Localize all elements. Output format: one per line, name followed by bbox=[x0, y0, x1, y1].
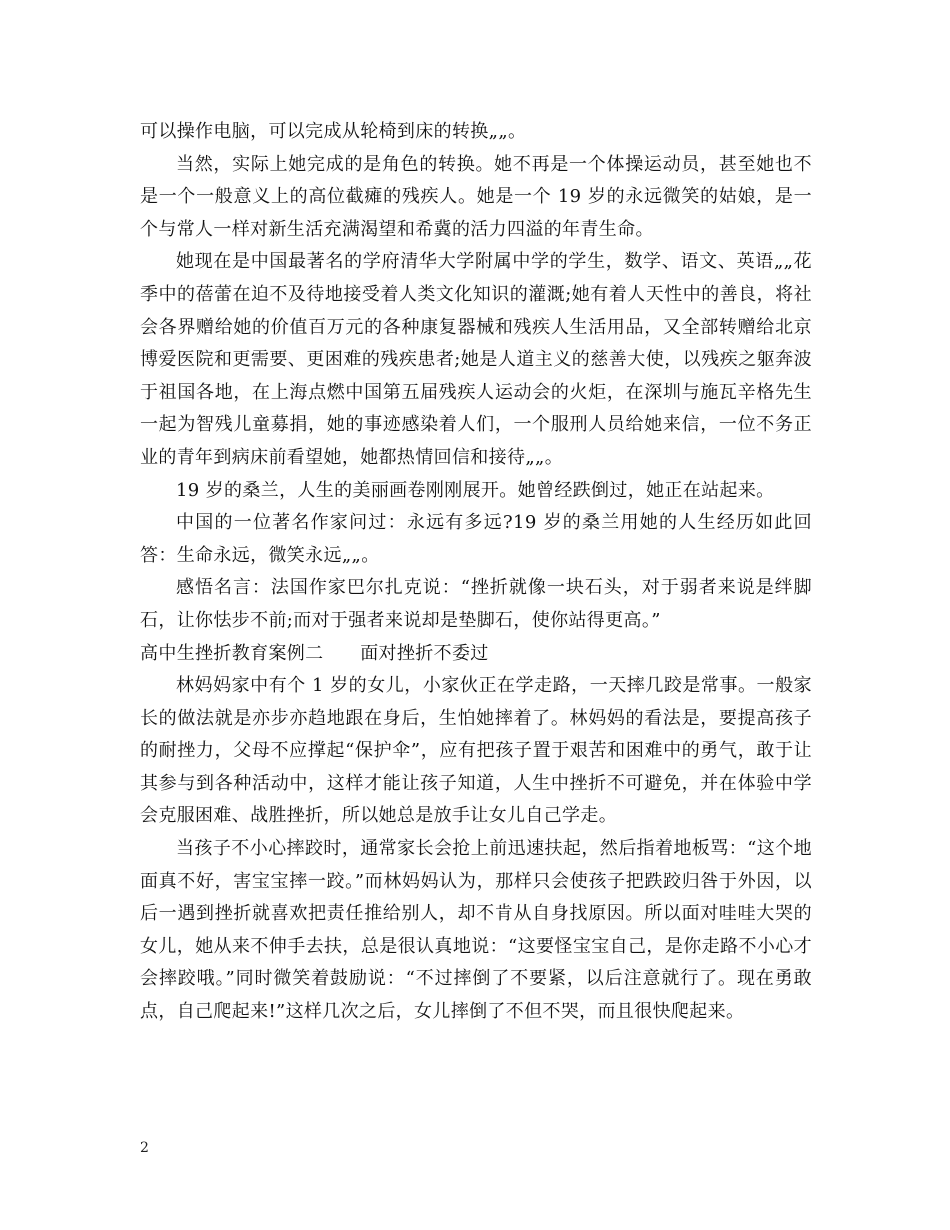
paragraph-case-detail: 当孩子不小心摔跤时，通常家长会抢上前迅速扶起，然后指着地板骂：“这个地面真不好，害宝宝摔一跤。”而林妈妈认为，那样只会使孩子把跌跤归咎于外因，以后一遇到挫折就喜欢把责任推给别人，却不肯从自身找原因。所以面对哇哇大哭的女儿，她从来不伸手去扶，总是很认真地说：“这要怪宝宝自己，是你走路不小心才会摔跤哦。”同时微笑着鼓励说：“不过摔倒了不要紧，以后注意就行了。现在勇敢点，自己爬起来!”这样几次之后，女儿摔倒了不但不哭，而且很快爬起来。 bbox=[140, 838, 812, 1023]
page-number: 2 bbox=[140, 1140, 149, 1156]
paragraph-current-life: 她现在是中国最著名的学府清华大学附属中学的学生，数学、语文、英语„„花季中的蓓蕾在迫不及待地接受着人类文化知识的灌溉;她有着人天性中的善良，将社会各界赠给她的价值百万元的各种康复器械和残疾人生活用品，又全部转赠给北京博爱医院和更需要、更困难的残疾患者;她是人道主义的慈善大使，以残疾之躯奔波于祖国各地，在上海点燃中国第五届残疾人运动会的火炬，在深圳与施瓦辛格先生一起为智残儿童募捐，她的事迹感染着人们，一个服刑人员给她来信，一位不务正业的青年到病床前看望她，她都热情回信和接待„„。 bbox=[140, 251, 812, 468]
paragraph-forever: 中国的一位著名作家问过：永远有多远?19 岁的桑兰用她的人生经历如此回答：生命永远，微笑永远„„。 bbox=[140, 512, 812, 566]
document-body bbox=[140, 116, 812, 1029]
paragraph-sanglan-19: 19 岁的桑兰，人生的美丽画卷刚刚展开。她曾经跌倒过，她正在站起来。 bbox=[176, 479, 775, 501]
paragraph-role-change: 当然，实际上她完成的是角色的转换。她不再是一个体操运动员，甚至她也不是一个一般意义上的高位截瘫的残疾人。她是一个 19 岁的永远微笑的姑娘，是一个与常人一样对新生活充满渴望和希冀的活力四溢的年青生命。 bbox=[140, 153, 812, 240]
paragraph-quote: 感悟名言：法国作家巴尔扎克说：“挫折就像一块石头，对于弱者来说是绊脚石，让你怯步不前;而对于强者来说却是垫脚石，使你站得更高。” bbox=[140, 577, 812, 631]
paragraph-case-intro: 林妈妈家中有个 1 岁的女儿，小家伙正在学走路，一天摔几跤是常事。一般家长的做法就是亦步亦趋地跟在身后，生怕她摔着了。林妈妈的看法是，要提高孩子的耐挫力，父母不应撑起“保护伞”，应有把孩子置于艰苦和困难中的勇气，敢于让其参与到各种活动中，这样才能让孩子知道，人生中挫折不可避免，并在体验中学会克服困难、战胜挫折，所以她总是放手让女儿自己学走。 bbox=[140, 675, 812, 827]
section-heading: 高中生挫折教育案例二 面对挫折不委过 bbox=[140, 642, 489, 664]
paragraph-continuation: 可以操作电脑，可以完成从轮椅到床的转换„„。 bbox=[140, 121, 527, 142]
